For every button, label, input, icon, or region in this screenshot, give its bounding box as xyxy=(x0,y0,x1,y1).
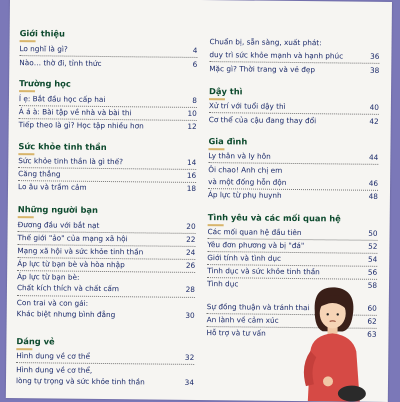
toc-entry: Hình dung về cơ thể 32 xyxy=(16,351,195,362)
toc-entry: Đương đầu với bắt nạt 20 xyxy=(17,220,196,231)
section-title: Dáng vẻ xyxy=(16,336,54,350)
toc-entry: Các mối quan hệ đầu tiên 50 xyxy=(207,227,378,238)
toc-entry: Thế giới "ảo" của mạng xã hội 22 xyxy=(17,233,196,244)
toc-entry: Hình dung về cơ thể, xyxy=(16,365,93,375)
toc-entry: Á á à: Bài tập về nhà và bài thi 10 xyxy=(18,107,197,118)
toc-entry: duy trì sức khỏe mạnh và hạnh phúc 36 xyxy=(209,50,380,61)
toc-entry: Giới tính và tình dục 54 xyxy=(207,253,378,264)
toc-entry: Yêu đơn phương và bị "đá" 52 xyxy=(207,240,378,251)
toc-entry: Tình dục và sức khỏe tinh thần 56 xyxy=(207,266,378,277)
toc-entry: Í ẹ: Bắt đầu học cấp hai 8 xyxy=(18,94,197,105)
toc-entry: Tiếp theo là gì? Học tập nhiều hơn 12 xyxy=(18,120,197,131)
toc-entry: Cơ thể của cậu đang thay đổi 42 xyxy=(208,115,379,126)
toc-entry: Hỗ trợ và tư vấn 63 xyxy=(206,328,377,339)
toc-entry: Ly thân và ly hôn 44 xyxy=(208,151,379,162)
toc-entry: và một đống hỗn độn 46 xyxy=(208,177,379,188)
toc-entry: Con trai và con gái: xyxy=(16,298,89,308)
toc-entry: An lành về cảm xúc 62 xyxy=(206,315,377,326)
toc-entry: Nào… thờ đi, tỉnh thức 6 xyxy=(19,58,198,69)
section-title: Giới thiệu xyxy=(20,28,65,42)
section-title: Gia đình xyxy=(208,136,247,150)
toc-entry: Ôi chao! Anh chị em xyxy=(208,165,283,175)
section-title: Sức khỏe tinh thần xyxy=(18,141,106,156)
toc-entry: lòng tự trọng và sức khỏe tinh thần 34 xyxy=(15,376,195,387)
section-title: Tình yêu và các mối quan hệ xyxy=(208,212,341,227)
toc-entry: Mặc gì? Thời trang và vẻ đẹp 38 xyxy=(209,64,380,75)
toc-entry: Mạng xã hội và sức khỏe tinh thần 24 xyxy=(17,246,196,257)
toc-entry: Sự đồng thuận và tránh thai 60 xyxy=(206,302,377,313)
toc-entry: Chất kích thích và chất cấm 28 xyxy=(16,283,196,294)
toc-entry: Xử trí với tuổi dậy thì 40 xyxy=(208,101,379,112)
section-title: Dậy thì xyxy=(209,86,243,100)
section-title: Những người bạn xyxy=(18,204,98,219)
toc-entry: Chuẩn bị, sẵn sàng, xuất phát: xyxy=(209,37,322,48)
toc-entry: Khác biệt nhưng bình đẳng 30 xyxy=(16,309,195,320)
toc-entry: Áp lực từ bạn bè và hòa nhập 26 xyxy=(17,259,196,270)
toc-entry: Lo âu và trầm cảm 18 xyxy=(17,182,197,193)
toc-entry: Áp lực từ phụ huynh 48 xyxy=(207,190,379,201)
toc-right-column xyxy=(206,0,380,339)
toc-entry: Sức khỏe tinh thần là gì thế? 14 xyxy=(18,156,197,167)
section-title: Trường học xyxy=(19,78,71,93)
book-page xyxy=(6,0,392,402)
girl-illustration xyxy=(272,281,383,402)
toc-entry: Tình dục 58 xyxy=(206,279,378,290)
toc-entry: Áp lực từ bạn bè: xyxy=(17,272,80,282)
toc-entry: Lo nghĩ là gì? 4 xyxy=(19,44,198,55)
toc-entry: Căng thẳng 16 xyxy=(18,169,197,180)
